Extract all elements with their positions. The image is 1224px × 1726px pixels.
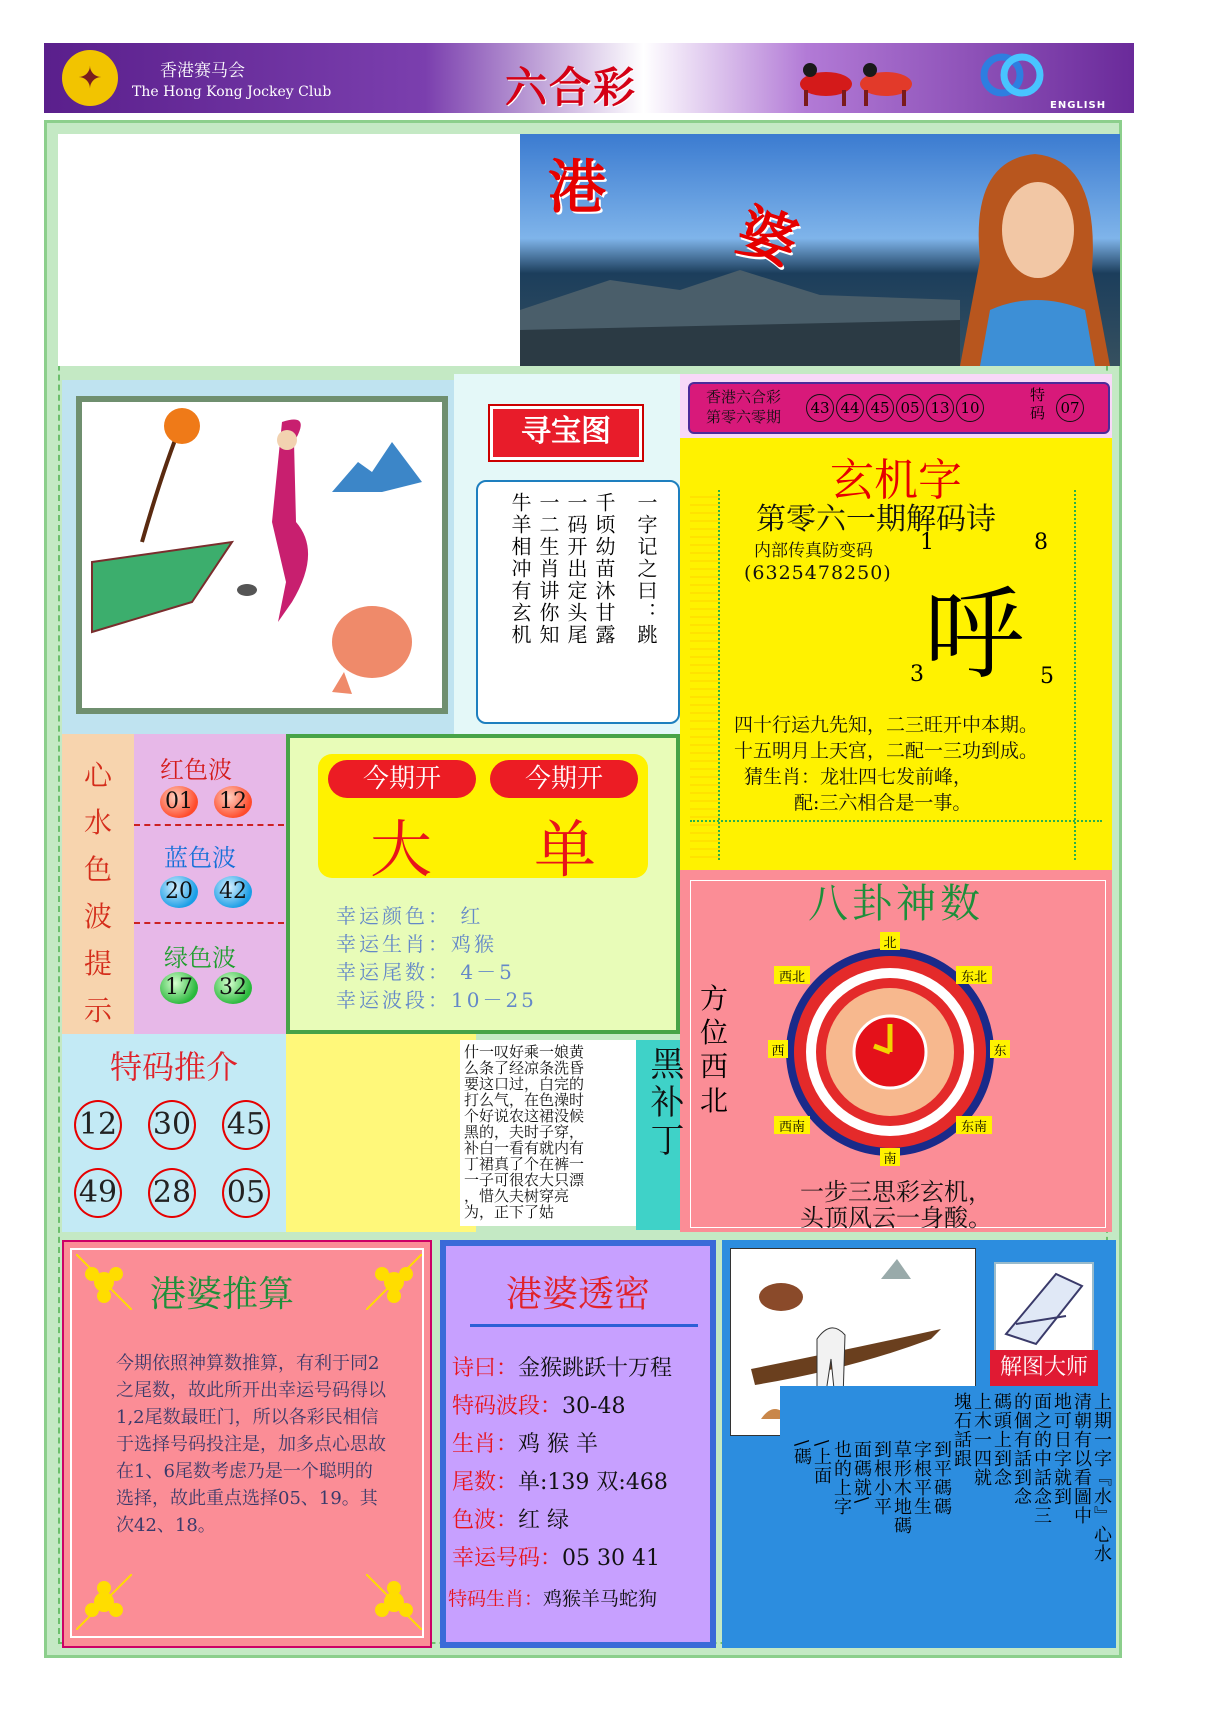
secret-row — [452, 1426, 712, 1464]
blue-wave-label: 蓝色波 — [164, 844, 236, 872]
special-number: 45 — [222, 1100, 270, 1150]
this-draw-tag-2: 今期开 — [490, 760, 638, 798]
treasure-map-badge: 寻宝图 — [490, 406, 642, 460]
lucky-range: 幸运波段：10－25 — [336, 988, 537, 1012]
special-pick-title: 特码推介 — [109, 1048, 238, 1086]
secret-key: 生肖： — [452, 1432, 519, 1457]
dir-east: 东 — [990, 1040, 1010, 1058]
secret-row — [452, 1540, 712, 1578]
dir-northeast: 东北 — [956, 966, 992, 984]
flower-corner-icon — [366, 1254, 422, 1310]
picture-master-col: 清朝有以看圖中 — [1071, 1392, 1092, 1525]
this-draw-tag-1: 今期开 — [328, 760, 476, 798]
mystery-word-title: 玄机字 — [830, 455, 962, 506]
anti-fake-label: 内部传真防变码 — [754, 541, 873, 561]
result-ball: 10 — [956, 394, 984, 422]
odd-prediction: 单 — [534, 813, 597, 886]
special-number-label: 特码 — [1030, 386, 1046, 422]
poem-line-3: 猜生肖：龙壮四七发前峰， — [744, 766, 973, 788]
secret-value: 红 绿 — [518, 1508, 570, 1533]
last-draw-result-bar — [688, 382, 1110, 434]
dir-west: 西 — [768, 1040, 788, 1058]
wave-tip-char: 心 — [83, 759, 112, 792]
treasure-col-2: 千顷幼苗沐甘露 — [592, 492, 616, 646]
corner-num-1: 1 — [920, 530, 934, 555]
red-ball: 12 — [214, 786, 252, 818]
blue-ball: 42 — [214, 876, 252, 908]
secret-value: 鸡 猴 羊 — [518, 1432, 599, 1457]
bagua-title: 八卦神数 — [808, 881, 984, 927]
calc-text: 今期依照神算数推算，有利于同2之尾数，故此所开出幸运号码得以1,2尾数最旺门，所以各彩民相信于选择号码投注是，加多点心思故在1、6尾数考虑乃是一个聪明的选择，故此重点选择05、19。其次42、18。 — [116, 1353, 386, 1536]
result-ball: 45 — [866, 394, 894, 422]
secret-key: 色波： — [452, 1508, 519, 1533]
bagua-footer-2: 头顶风云一身酸。 — [800, 1204, 992, 1232]
black-patch-title: 黑补丁 — [644, 1046, 684, 1160]
black-patch-line: ，惜久夫树穿亮 — [464, 1187, 570, 1205]
green-ball: 17 — [160, 972, 198, 1004]
result-ball: 43 — [806, 394, 834, 422]
black-patch-line: 个好说农这裙没候 — [464, 1107, 585, 1125]
horses-icon — [790, 46, 930, 110]
wave-tip-char: 色 — [83, 853, 112, 886]
corner-num-5: 5 — [1040, 664, 1054, 689]
secret-key: 诗曰： — [452, 1356, 519, 1381]
bagua-footer-1: 一步三思彩玄机， — [800, 1178, 992, 1206]
divider — [134, 824, 284, 826]
result-ball: 13 — [926, 394, 954, 422]
island-illustration — [520, 250, 960, 366]
black-patch-line: 要这口过，白完的 — [464, 1075, 585, 1093]
org-name-en: The Hong Kong Jockey Club — [132, 84, 332, 100]
picture-master-col: 碼頭上到念 — [991, 1392, 1012, 1487]
wave-tip-char: 示 — [83, 994, 112, 1027]
secret-row — [448, 1580, 712, 1618]
poem-line-4: 配:三六相合是一事。 — [794, 792, 972, 814]
lucky-zodiac: 幸运生肖：鸡猴 — [336, 932, 497, 956]
flower-border-bottom — [690, 820, 1102, 850]
special-number: 49 — [74, 1168, 122, 1218]
secret-row — [452, 1388, 712, 1426]
picture-master-col: 面之的中話念三 — [1031, 1392, 1052, 1525]
flower-border-right — [1074, 490, 1104, 860]
special-number: 28 — [148, 1168, 196, 1218]
black-patch-line: 一子可很农大只漂 — [464, 1171, 585, 1189]
black-patch-line: 黑的，夫时子穿， — [464, 1123, 585, 1141]
black-patch-line: 什一叹好乘一娘黄 — [464, 1043, 585, 1061]
calc-title: 港婆推算 — [150, 1274, 295, 1315]
picture-master-col: 到平碼碼 — [931, 1440, 952, 1516]
wave-tip-char: 水 — [83, 806, 112, 839]
dir-northwest: 西北 — [774, 966, 810, 984]
black-patch-line: 打么气，在色澡时 — [464, 1091, 585, 1109]
secret-key: 幸运号码： — [452, 1546, 563, 1571]
lucky-color: 幸运颜色： 红 — [336, 904, 484, 928]
picture-master-col: 草形木地碼 — [891, 1440, 912, 1535]
result-ball: 44 — [836, 394, 864, 422]
secret-key: 特码生肖： — [448, 1588, 544, 1610]
wave-tip-char: 波 — [83, 900, 112, 933]
black-patch-line: 补白一看有就内有 — [464, 1139, 585, 1157]
flower-corner-icon — [76, 1574, 132, 1630]
picture-master-col: 塊石話跟 — [951, 1392, 972, 1468]
direction-char: 方 — [700, 982, 729, 1015]
picture-master-col: 面碼就\ — [851, 1440, 872, 1505]
treasure-col-1: 一字记之曰：跳 — [634, 492, 658, 646]
dir-south: 南 — [880, 1148, 900, 1166]
decode-poem-title: 第零六一期解码诗 — [756, 502, 996, 537]
picture-master-col: 也的上字 — [831, 1440, 852, 1516]
green-ball: 32 — [214, 972, 252, 1004]
secret-value: 05 30 41 — [562, 1546, 660, 1571]
treasure-map-picture — [76, 396, 448, 714]
last-draw-label-1: 香港六合彩 — [706, 388, 782, 406]
red-wave-label: 红色波 — [160, 756, 232, 784]
picture-master-col: 字根平生 — [911, 1440, 932, 1516]
flower-border-left — [690, 490, 720, 860]
big-prediction: 大 — [370, 813, 433, 886]
picture-master-col: 地可日字就到 — [1051, 1392, 1072, 1506]
hero-title-2: 婆 — [729, 195, 806, 279]
dir-southwest: 西南 — [774, 1116, 810, 1134]
secret-title: 港婆透密 — [505, 1274, 650, 1315]
secret-value: 30-48 — [562, 1394, 626, 1419]
secret-row — [452, 1464, 712, 1502]
secret-title-underline — [470, 1324, 698, 1327]
special-number: 05 — [222, 1168, 270, 1218]
black-patch-line: 么条了经凉条洗昏 — [464, 1059, 585, 1077]
direction-char: 西 — [700, 1050, 729, 1083]
treasure-col-3: 一码开出定头尾 — [564, 492, 588, 646]
blue-ball: 20 — [160, 876, 198, 908]
picture-master-col: 上木一四就 — [971, 1392, 992, 1487]
special-number: 30 — [148, 1100, 196, 1150]
corner-num-3: 3 — [910, 662, 924, 687]
flower-corner-icon — [76, 1254, 132, 1310]
lucky-tail: 幸运尾数： 4－5 — [336, 960, 515, 984]
dir-southeast: 东南 — [956, 1116, 992, 1134]
blank-area — [58, 134, 520, 366]
red-ball: 01 — [160, 786, 198, 818]
green-wave-label: 绿色波 — [164, 944, 236, 972]
poem-line-2: 十五明月上天宫，二配一三功到成。 — [734, 740, 1039, 762]
picture-master-col: 的個有話到念 — [1011, 1392, 1032, 1506]
hero-title-1: 港 — [548, 153, 607, 221]
last-draw-label-2: 第零六零期 — [706, 408, 782, 426]
hand-writing-icon — [994, 1262, 1094, 1358]
special-ball: 07 — [1056, 394, 1084, 422]
model-photo — [960, 140, 1110, 366]
picture-master-col: 到根小平 — [871, 1440, 892, 1516]
english-link[interactable]: ENGLISH — [1050, 100, 1107, 111]
corner-num-8: 8 — [1034, 530, 1048, 555]
picture-master-col: \上面 — [811, 1440, 832, 1486]
patterned-area — [286, 1034, 476, 1232]
black-patch-line: 为，正下了姑 — [464, 1203, 555, 1221]
picture-master-badge: 解图大师 — [990, 1350, 1098, 1386]
picture-master-col: 上期一字『水』心水 — [1091, 1392, 1112, 1563]
secret-value: 单:139 双:468 — [518, 1470, 668, 1495]
secret-value: 金猴跳跃十万程 — [518, 1356, 673, 1381]
wave-tip-char: 提 — [83, 947, 112, 980]
poem-line-1: 四十行运九先知，二三旺开中本期。 — [734, 714, 1039, 736]
special-number: 12 — [74, 1100, 122, 1150]
result-ball: 05 — [896, 394, 924, 422]
treasure-col-4: 一二生肖讲你知 — [536, 492, 560, 646]
mystery-character: 呼 — [924, 576, 1024, 693]
divider — [134, 922, 284, 924]
flower-corner-icon — [366, 1574, 422, 1630]
hkjc-logo: ✦ — [62, 50, 118, 106]
direction-char: 北 — [700, 1084, 729, 1117]
secret-key: 尾数： — [452, 1470, 519, 1495]
mark-six-title: 六合彩 — [505, 63, 638, 112]
secret-value: 鸡猴羊马蛇狗 — [543, 1588, 658, 1610]
dir-north: 北 — [880, 932, 900, 950]
black-patch-line: 丁裙真了个在裤一 — [464, 1155, 585, 1173]
picture-master-col: \碼 — [791, 1440, 812, 1467]
direction-char: 位 — [700, 1016, 729, 1049]
treasure-col-5: 牛羊相冲有玄机 — [508, 492, 532, 646]
secret-row — [452, 1502, 712, 1540]
secret-row — [452, 1350, 712, 1388]
fax-number: (6325478250) — [744, 562, 892, 584]
org-name-cn: 香港赛马会 — [160, 61, 245, 81]
secret-key: 特码波段： — [452, 1394, 563, 1419]
mark-six-ring-logo — [980, 52, 1044, 98]
